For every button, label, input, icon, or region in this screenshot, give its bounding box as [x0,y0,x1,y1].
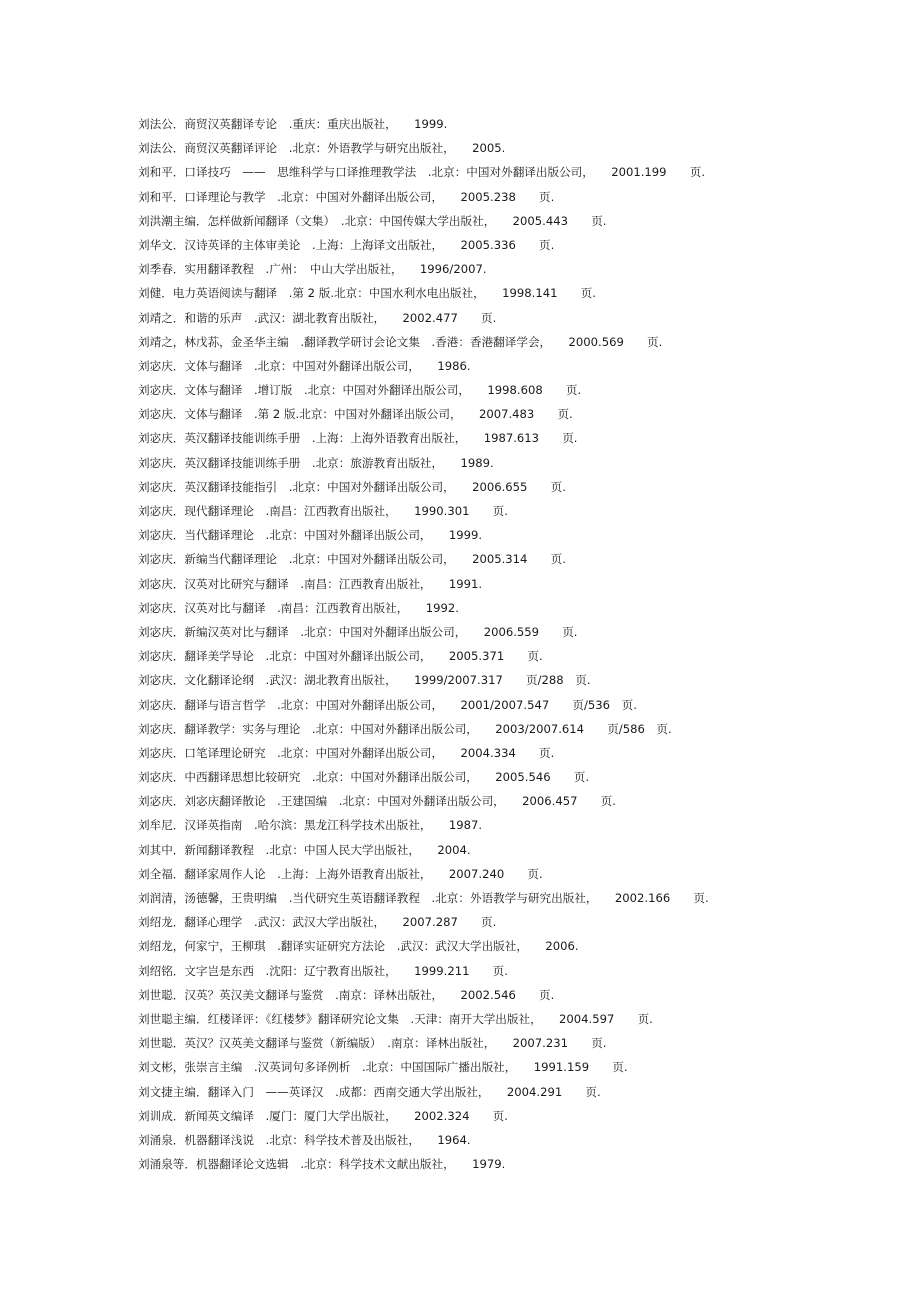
bibliography-entry: 刘靖之，林戊荪，金圣华主编 .翻译教学研讨会论文集 .香港：香港翻译学会， 2000.569 页. [138,334,663,349]
bibliography-entry: 刘世聪．英汉？汉英美文翻译与鉴赏（新编版） .南京：译林出版社， 2007.231 页. [138,1036,607,1051]
bibliography-entry: 刘和平．口译理论与教学 .北京：中国对外翻译出版公司， 2005.238 页. [138,189,555,204]
bibliography-entry: 刘牟尼．汉译英指南 .哈尔滨：黑龙江科学技术出版社， 1987. [138,818,483,833]
bibliography-entry: 刘润清，汤德馨，王贵明编 .当代研究生英语翻译教程 .北京：外语教学与研究出版社， 2002.166 页. [138,891,709,905]
bibliography-entry: 刘宓庆．英汉翻译技能训练手册 .北京：旅游教育出版社， 1989. [138,455,494,470]
bibliography-entry: 刘宓庆．文体与翻译 .第 2 版.北京：中国对外翻译出版公司， 2007.483 页. [138,407,573,422]
bibliography-entry: 刘宓庆．新编汉英对比与翻译 .北京：中国对外翻译出版公司， 2006.559 页. [138,624,578,639]
bibliography-entry: 刘涌泉等．机器翻译论文选辑 .北京：科学技术文献出版社， 1979. [138,1157,506,1172]
bibliography-entry: 刘法公．商贸汉英翻译专论 .重庆：重庆出版社， 1999. [138,117,448,131]
bibliography-entry: 刘世聪．汉英？英汉美文翻译与鉴赏 .南京：译林出版社， 2002.546 页. [138,987,555,1002]
bibliography-entry: 刘宓庆．中西翻译思想比较研究 .北京：中国对外翻译出版公司， 2005.546 页. [138,770,590,785]
bibliography-entry: 刘绍龙．翻译心理学 .武汉：武汉大学出版社， 2007.287 页. [138,915,497,930]
bibliography-entry: 刘涌泉．机器翻译浅说 .北京：科学技术普及出版社， 1964. [138,1132,471,1147]
bibliography-entry: 刘宓庆．翻译教学：实务与理论 .北京：中国对外翻译出版公司， 2003/2007.614 页/586 页. [138,721,672,736]
bibliography-entry: 刘其中．新闻翻译教程 .北京：中国人民大学出版社， 2004. [138,842,471,857]
bibliography-entry: 刘训成．新闻英文编译 .厦门：厦门大学出版社， 2002.324 页. [138,1108,508,1123]
bibliography-entry: 刘宓庆．当代翻译理论 .北京：中国对外翻译出版公司， 1999. [138,528,483,543]
bibliography-entry: 刘宓庆．翻译美学导论 .北京：中国对外翻译出版公司， 2005.371 页. [138,649,543,664]
bibliography-entry: 刘宓庆．翻译与语言哲学 .北京：中国对外翻译出版公司， 2001/2007.547 页/536 页. [138,697,637,712]
bibliography-entry: 刘宓庆．文体与翻译 .北京：中国对外翻译出版公司， 1986. [138,358,471,373]
bibliography-entry: 刘靖之．和谐的乐声 .武汉：湖北教育出版社， 2002.477 页. [138,310,497,325]
bibliography-entry: 刘宓庆．英汉翻译技能训练手册 .上海：上海外语教育出版社， 1987.613 页. [138,431,578,446]
bibliography-entry: 刘文捷主编．翻译入门 ——英译汉 .成都：西南交通大学出版社， 2004.291 页. [138,1084,601,1099]
bibliography-entry: 刘宓庆．现代翻译理论 .南昌：江西教育出版社， 1990.301 页. [138,504,508,518]
bibliography-entry: 刘宓庆．汉英对比与翻译 .南昌：江西教育出版社， 1992. [138,600,459,615]
bibliography-entry: 刘洪潮主编．怎样做新闻翻译（文集） .北京：中国传媒大学出版社， 2005.443 页. [138,213,607,228]
bibliography-entry: 刘宓庆．文体与翻译 .增订版 .北京：中国对外翻译出版公司， 1998.608 页. [138,383,582,398]
bibliography-entry: 刘健．电力英语阅读与翻译 .第 2 版.北京：中国水利水电出版社， 1998.141 页. [138,286,596,301]
bibliography-entry: 刘宓庆．口笔译理论研究 .北京：中国对外翻译出版公司， 2004.334 页. [138,745,555,760]
bibliography-entry: 刘绍铭．文字岂是东西 .沈阳：辽宁教育出版社， 1999.211 页. [138,963,508,978]
bibliography-entry: 刘绍龙，何家宁，王柳琪 .翻译实证研究方法论 .武汉：武汉大学出版社， 2006. [138,939,579,954]
bibliography-entry: 刘宓庆．刘宓庆翻译散论 .王建国编 .北京：中国对外翻译出版公司， 2006.457 页. [138,794,616,809]
bibliography-entry: 刘宓庆．汉英对比研究与翻译 .南昌：江西教育出版社， 1991. [138,576,483,591]
bibliography-entry: 刘华文．汉诗英译的主体审美论 .上海：上海译文出版社， 2005.336 页. [138,237,555,252]
bibliography-entry: 刘和平．口译技巧 —— 思维科学与口译推理教学法 .北京：中国对外翻译出版公司， 2001.199 页. [138,165,706,180]
bibliography-entry: 刘宓庆．英汉翻译技能指引 .北京：中国对外翻译出版公司， 2006.655 页. [138,479,566,494]
bibliography-entry: 刘法公．商贸汉英翻译评论 .北京：外语教学与研究出版社， 2005. [138,141,506,156]
bibliography-entry: 刘全福．翻译家周作人论 .上海：上海外语教育出版社， 2007.240 页. [138,866,543,881]
bibliography-entry: 刘世聪主编．红楼译评：《红楼梦》翻译研究论文集 .天津：南开大学出版社， 2004.597 页. [138,1011,653,1026]
bibliography-entry: 刘文彬，张崇言主编 .汉英词句多译例析 .北京：中国国际广播出版社， 1991.159 页. [138,1060,628,1075]
bibliography-entry: 刘宓庆．文化翻译论纲 .武汉：湖北教育出版社， 1999/2007.317 页/288 页. [138,673,591,688]
bibliography-entry: 刘宓庆．新编当代翻译理论 .北京：中国对外翻译出版公司， 2005.314 页. [138,552,566,567]
bibliography-list [138,114,878,1178]
bibliography-entry: 刘季春．实用翻译教程 .广州： 中山大学出版社， 1996/2007. [138,262,487,277]
